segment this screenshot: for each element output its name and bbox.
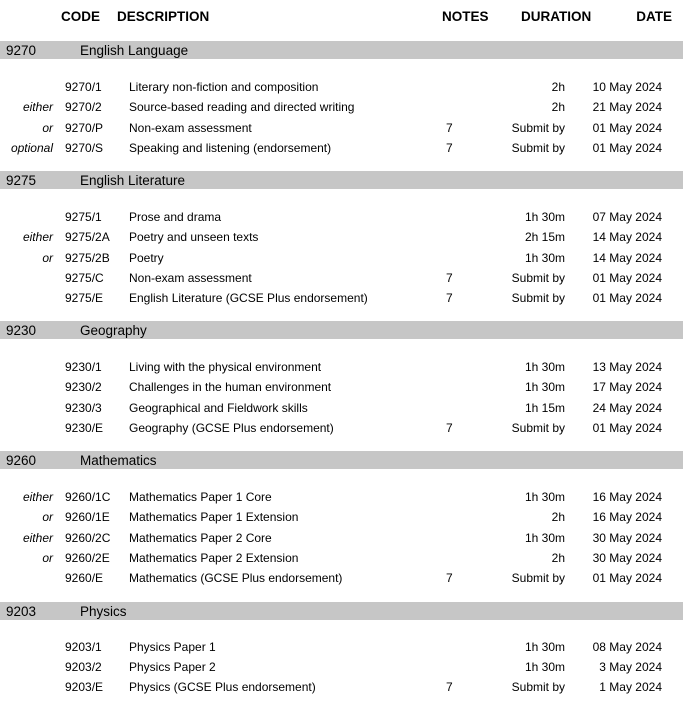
component-duration: Submit by [511,291,565,305]
component-duration: Submit by [511,271,565,285]
component-code: 9260/2C [65,531,111,545]
component-notes: 7 [446,421,453,435]
component-description: Mathematics Paper 1 Extension [129,510,299,524]
subject-code: 9275 [6,172,37,188]
component-duration: 1h 30m [524,360,565,374]
table-row [0,80,687,96]
table-row [0,660,687,676]
component-description: Physics (GCSE Plus endorsement) [129,680,316,694]
component-description: Mathematics (GCSE Plus endorsement) [129,571,343,585]
table-row [0,271,687,287]
column-header-row [0,9,687,25]
component-code: 9270/S [65,141,104,155]
component-date: 3 May 2024 [599,660,662,674]
component-description: Geography (GCSE Plus endorsement) [129,421,334,435]
table-row [0,421,687,437]
component-notes: 7 [446,141,453,155]
header-duration: DURATION [521,9,592,24]
component-code: 9230/3 [65,401,102,415]
component-date: 17 May 2024 [592,380,662,394]
component-notes: 7 [446,271,453,285]
component-description: Non-exam assessment [129,271,252,285]
option-label: either [22,230,53,244]
table-row [0,141,687,157]
subject-header [0,171,683,189]
component-description: Source-based reading and directed writing [129,100,355,114]
header-notes: NOTES [442,9,489,24]
component-notes: 7 [446,291,453,305]
subject-header [0,451,683,469]
table-row [0,640,687,656]
table-row [0,251,687,267]
table-row [0,210,687,226]
component-duration: 1h 30m [524,251,565,265]
component-duration: Submit by [511,121,565,135]
component-code: 9275/1 [65,210,102,224]
component-code: 9203/2 [65,660,102,674]
component-code: 9230/E [65,421,104,435]
component-code: 9260/1C [65,490,111,504]
component-duration: 2h 15m [524,230,565,244]
component-duration: 1h 30m [524,660,565,674]
component-code: 9230/1 [65,360,102,374]
component-description: Speaking and listening (endorsement) [129,141,332,155]
option-label: optional [10,141,53,155]
component-date: 01 May 2024 [592,421,662,435]
component-date: 16 May 2024 [592,490,662,504]
component-code: 9275/2A [65,230,110,244]
component-description: Physics Paper 2 [129,660,216,674]
component-description: English Literature (GCSE Plus endorsement) [129,291,368,305]
component-code: 9260/2E [65,551,110,565]
component-code: 9203/E [65,680,104,694]
subject-title: Mathematics [80,452,157,468]
component-date: 08 May 2024 [592,640,662,654]
option-label: or [42,551,53,565]
subject-code: 9270 [6,42,37,58]
option-label: or [42,121,53,135]
component-description: Mathematics Paper 2 Extension [129,551,299,565]
table-row [0,291,687,307]
table-row [0,531,687,547]
component-code: 9270/1 [65,80,102,94]
subject-title: Geography [80,322,147,338]
component-duration: Submit by [511,571,565,585]
option-label: either [22,100,53,114]
component-description: Geographical and Fieldwork skills [129,401,308,415]
component-duration: Submit by [511,680,565,694]
component-description: Poetry [129,251,164,265]
subject-code: 9230 [6,322,37,338]
header-description: DESCRIPTION [117,9,210,24]
component-description: Living with the physical environment [129,360,322,374]
option-label: either [22,531,53,545]
component-date: 14 May 2024 [592,230,662,244]
subject-title: English Language [80,42,189,58]
table-row [0,490,687,506]
component-duration: 1h 15m [524,401,565,415]
subject-header [0,321,683,339]
component-description: Non-exam assessment [129,121,252,135]
component-duration: 1h 30m [524,380,565,394]
component-description: Mathematics Paper 2 Core [129,531,272,545]
component-duration: Submit by [511,421,565,435]
table-row [0,380,687,396]
header-date: DATE [636,9,672,24]
component-description: Prose and drama [129,210,222,224]
component-code: 9275/E [65,291,104,305]
component-description: Poetry and unseen texts [129,230,259,244]
component-duration: 1h 30m [524,210,565,224]
component-date: 01 May 2024 [592,571,662,585]
table-row [0,360,687,376]
component-description: Physics Paper 1 [129,640,216,654]
table-row [0,551,687,567]
component-code: 9270/P [65,121,104,135]
component-date: 30 May 2024 [592,531,662,545]
table-row [0,121,687,137]
table-row [0,571,687,587]
component-duration: 2h [551,100,565,114]
component-date: 21 May 2024 [592,100,662,114]
component-code: 9260/E [65,571,104,585]
table-row [0,100,687,116]
option-label: or [42,251,53,265]
component-date: 01 May 2024 [592,271,662,285]
component-description: Challenges in the human environment [129,380,332,394]
component-date: 1 May 2024 [599,680,662,694]
subject-code: 9260 [6,452,37,468]
table-row [0,680,687,696]
component-duration: 1h 30m [524,490,565,504]
component-code: 9275/2B [65,251,110,265]
component-code: 9230/2 [65,380,102,394]
component-date: 01 May 2024 [592,141,662,155]
component-date: 07 May 2024 [592,210,662,224]
component-code: 9275/C [65,271,104,285]
component-notes: 7 [446,571,453,585]
table-row [0,510,687,526]
table-row [0,401,687,417]
component-date: 13 May 2024 [592,360,662,374]
subject-header [0,602,683,620]
header-code: CODE [61,9,101,24]
component-date: 16 May 2024 [592,510,662,524]
component-date: 10 May 2024 [592,80,662,94]
subject-title: Physics [80,603,127,619]
subject-code: 9203 [6,603,37,619]
component-notes: 7 [446,680,453,694]
component-date: 30 May 2024 [592,551,662,565]
component-duration: 1h 30m [524,640,565,654]
component-code: 9270/2 [65,100,102,114]
component-duration: 2h [551,510,565,524]
component-code: 9260/1E [65,510,110,524]
component-notes: 7 [446,121,453,135]
component-description: Mathematics Paper 1 Core [129,490,272,504]
subject-header [0,41,683,59]
option-label: either [22,490,53,504]
component-date: 01 May 2024 [592,291,662,305]
table-row [0,230,687,246]
component-date: 24 May 2024 [592,401,662,415]
option-label: or [42,510,53,524]
component-date: 01 May 2024 [592,121,662,135]
component-description: Literary non-fiction and composition [129,80,319,94]
component-duration: 2h [551,80,565,94]
component-date: 14 May 2024 [592,251,662,265]
subject-title: English Literature [80,172,186,188]
component-code: 9203/1 [65,640,102,654]
component-duration: 1h 30m [524,531,565,545]
component-duration: Submit by [511,141,565,155]
component-duration: 2h [551,551,565,565]
